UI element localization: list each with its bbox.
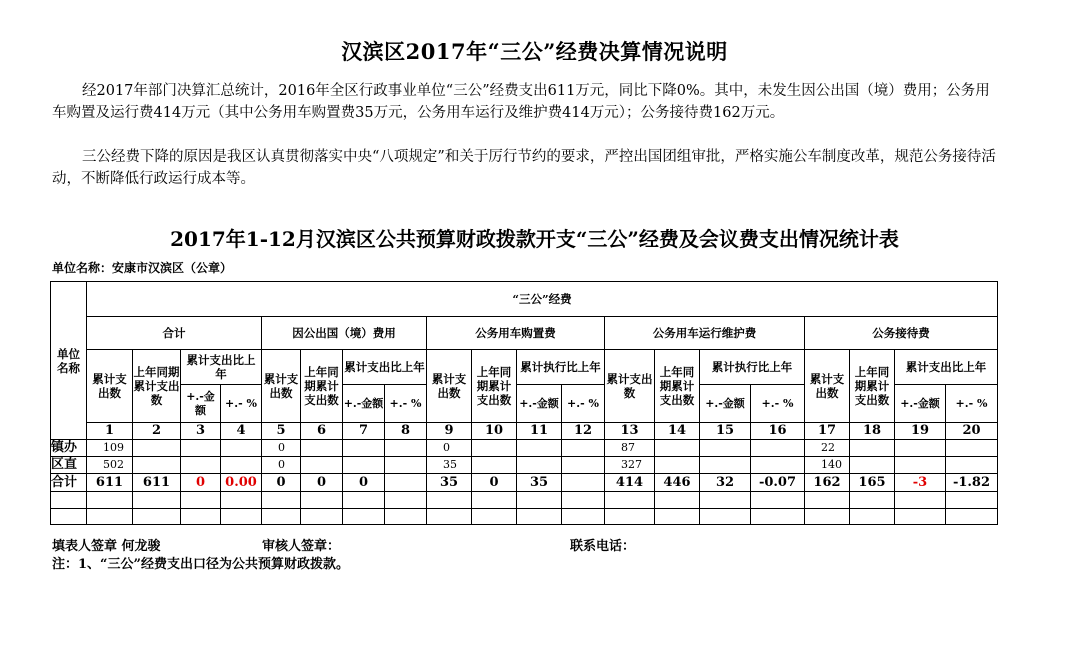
table-cell xyxy=(343,492,385,509)
group-reception: 公务接待费 xyxy=(805,317,998,350)
table-cell xyxy=(655,509,700,525)
table-cell xyxy=(133,457,181,474)
table-cell: 502 xyxy=(87,457,133,474)
table-row xyxy=(51,509,998,525)
table-cell xyxy=(427,509,472,525)
column-number: 18 xyxy=(850,423,895,440)
table-cell xyxy=(751,509,805,525)
table-cell xyxy=(133,492,181,509)
reception-cumulative-header: 累计支出数 xyxy=(805,350,850,423)
table-cell: -1.82 xyxy=(946,474,998,492)
table-cell xyxy=(517,492,562,509)
group-car-purchase: 公务用车购置费 xyxy=(427,317,605,350)
table-cell xyxy=(946,492,998,509)
table-cell: 32 xyxy=(700,474,751,492)
table-cell xyxy=(181,492,221,509)
column-number: 15 xyxy=(700,423,751,440)
table-cell xyxy=(221,440,262,457)
column-number: 2 xyxy=(133,423,181,440)
group-car-operation: 公务用车运行维护费 xyxy=(605,317,805,350)
statistics-table xyxy=(50,281,998,525)
column-number: 16 xyxy=(751,423,805,440)
row-label: 合计 xyxy=(51,474,87,492)
table-cell: 0 xyxy=(301,474,343,492)
column-number: 20 xyxy=(946,423,998,440)
table-cell xyxy=(805,492,850,509)
table-cell xyxy=(343,509,385,525)
table-title: 2017年1-12月汉滨区公共预算财政拨款开支“三公”经费及会议费支出情况统计表 xyxy=(170,227,899,251)
table-row xyxy=(51,474,998,492)
contact-phone: 联系电话： xyxy=(570,539,636,554)
table-cell: 446 xyxy=(655,474,700,492)
table-cell xyxy=(133,509,181,525)
group-total: 合计 xyxy=(87,317,262,350)
table-cell: 0 xyxy=(472,474,517,492)
table-cell xyxy=(343,440,385,457)
table-cell xyxy=(301,492,343,509)
table-cell xyxy=(385,509,427,525)
column-number: 8 xyxy=(385,423,427,440)
percent-header: +.- % xyxy=(221,385,262,423)
table-cell: 165 xyxy=(850,474,895,492)
explanation-paragraph-2: 三公经费下降的原因是我区认真贯彻落实中央“八项规定”和关于厉行节约的要求，严控出国团组审批，严格实施公车制度改革，规范公务接待活动，不断降低行政运行成本等。 xyxy=(52,149,996,187)
table-cell: 35 xyxy=(427,457,472,474)
purchase-compare-header: 累计执行比上年 xyxy=(517,350,605,385)
amount-header: +.-金额 xyxy=(895,385,946,423)
table-cell xyxy=(517,440,562,457)
table-cell xyxy=(181,457,221,474)
table-cell xyxy=(605,509,655,525)
table-cell xyxy=(895,509,946,525)
total-cumulative-header: 累计支出数 xyxy=(87,350,133,423)
row-label xyxy=(51,492,87,509)
table-cell xyxy=(895,457,946,474)
table-cell xyxy=(562,474,605,492)
table-cell xyxy=(472,509,517,525)
table-row xyxy=(51,457,998,474)
percent-header: +.- % xyxy=(751,385,805,423)
table-cell xyxy=(133,440,181,457)
table-cell: 87 xyxy=(605,440,655,457)
column-number: 13 xyxy=(605,423,655,440)
column-number: 17 xyxy=(805,423,850,440)
total-lastyear-header: 上年同期累计支出数 xyxy=(133,350,181,423)
table-cell xyxy=(605,492,655,509)
table-cell xyxy=(562,492,605,509)
table-cell: 0 xyxy=(181,474,221,492)
table-row xyxy=(51,440,998,457)
table-cell: 162 xyxy=(805,474,850,492)
column-number: 14 xyxy=(655,423,700,440)
percent-header: +.- % xyxy=(562,385,605,423)
table-cell xyxy=(517,509,562,525)
table-cell xyxy=(751,457,805,474)
abroad-lastyear-header: 上年同期累计支出数 xyxy=(301,350,343,423)
reception-lastyear-header: 上年同期累计支出数 xyxy=(850,350,895,423)
column-number: 9 xyxy=(427,423,472,440)
table-cell: 35 xyxy=(517,474,562,492)
table-cell: 0 xyxy=(262,457,301,474)
percent-header: +.- % xyxy=(946,385,998,423)
table-cell xyxy=(562,509,605,525)
purchase-lastyear-header: 上年同期累计支出数 xyxy=(472,350,517,423)
table-cell: -0.07 xyxy=(751,474,805,492)
table-cell xyxy=(221,492,262,509)
table-cell: 0.00 xyxy=(221,474,262,492)
table-cell xyxy=(517,457,562,474)
table-cell xyxy=(946,457,998,474)
table-cell: 414 xyxy=(605,474,655,492)
table-cell xyxy=(87,509,133,525)
table-cell xyxy=(655,440,700,457)
column-number: 12 xyxy=(562,423,605,440)
group-abroad: 因公出国（境）费用 xyxy=(262,317,427,350)
table-cell xyxy=(850,509,895,525)
table-cell xyxy=(850,440,895,457)
column-number-row xyxy=(51,423,998,440)
table-cell xyxy=(700,457,751,474)
table-cell: 140 xyxy=(805,457,850,474)
row-label: 镇办 xyxy=(51,440,87,457)
page-title: 汉滨区2017年“三公”经费决算情况说明 xyxy=(341,39,728,64)
operation-compare-header: 累计执行比上年 xyxy=(700,350,805,385)
table-cell xyxy=(850,492,895,509)
table-cell xyxy=(343,457,385,474)
table-cell xyxy=(700,440,751,457)
table-cell xyxy=(221,457,262,474)
table-cell xyxy=(700,509,751,525)
unit-column-header: 单位名称 xyxy=(51,282,87,440)
total-compare-header: 累计支出比上年 xyxy=(181,350,262,385)
table-cell: 611 xyxy=(133,474,181,492)
table-cell xyxy=(385,440,427,457)
table-cell xyxy=(655,492,700,509)
column-number: 4 xyxy=(221,423,262,440)
sangong-header: “三公”经费 xyxy=(87,282,998,317)
table-cell: -3 xyxy=(895,474,946,492)
table-cell xyxy=(87,492,133,509)
abroad-compare-header: 累计支出比上年 xyxy=(343,350,427,385)
table-cell xyxy=(472,492,517,509)
column-number: 19 xyxy=(895,423,946,440)
table-cell: 109 xyxy=(87,440,133,457)
explanation-paragraph-1: 经2017年部门决算汇总统计，2016年全区行政事业单位“三公”经费支出611万元，同比下降0%。其中，未发生因公出国（境）费用；公务用车购置及运行费414万元（其中公务用车购置费35万元，公务用车运行及维护费414万元）；公务接待费162万元。 xyxy=(52,83,990,121)
reviewer-signature: 审核人签章： xyxy=(262,539,341,554)
table-cell xyxy=(751,492,805,509)
reception-compare-header: 累计支出比上年 xyxy=(895,350,998,385)
table-cell xyxy=(262,509,301,525)
operation-lastyear-header: 上年同期累计支出数 xyxy=(655,350,700,423)
percent-header: +.- % xyxy=(385,385,427,423)
table-cell xyxy=(385,474,427,492)
amount-header: +.-金额 xyxy=(517,385,562,423)
row-label xyxy=(51,509,87,525)
table-cell xyxy=(850,457,895,474)
table-cell: 0 xyxy=(262,440,301,457)
table-note: 注：1、“三公”经费支出口径为公共预算财政拨款。 xyxy=(52,557,350,572)
column-number: 1 xyxy=(87,423,133,440)
table-cell xyxy=(385,492,427,509)
column-number: 5 xyxy=(262,423,301,440)
table-cell xyxy=(946,440,998,457)
table-cell xyxy=(301,457,343,474)
column-number: 3 xyxy=(181,423,221,440)
table-cell: 327 xyxy=(605,457,655,474)
table-cell xyxy=(221,509,262,525)
column-number: 6 xyxy=(301,423,343,440)
table-cell xyxy=(262,492,301,509)
table-cell xyxy=(655,457,700,474)
table-cell xyxy=(805,509,850,525)
table-cell xyxy=(751,440,805,457)
table-cell xyxy=(181,509,221,525)
table-cell xyxy=(301,440,343,457)
operation-cumulative-header: 累计支出数 xyxy=(605,350,655,423)
table-cell xyxy=(427,492,472,509)
row-label: 区直 xyxy=(51,457,87,474)
table-cell xyxy=(946,509,998,525)
table-cell: 0 xyxy=(343,474,385,492)
amount-header: +.-金额 xyxy=(700,385,751,423)
table-cell: 35 xyxy=(427,474,472,492)
unit-name: 单位名称：安康市汉滨区（公章） xyxy=(52,261,233,275)
purchase-cumulative-header: 累计支出数 xyxy=(427,350,472,423)
column-number: 10 xyxy=(472,423,517,440)
table-cell xyxy=(385,457,427,474)
table-cell xyxy=(472,457,517,474)
column-number: 11 xyxy=(517,423,562,440)
table-cell xyxy=(562,440,605,457)
amount-header: +.-金额 xyxy=(181,385,221,423)
table-cell: 22 xyxy=(805,440,850,457)
table-row xyxy=(51,492,998,509)
table-cell: 0 xyxy=(427,440,472,457)
table-cell xyxy=(895,440,946,457)
table-cell xyxy=(472,440,517,457)
amount-header: +.-金额 xyxy=(343,385,385,423)
table-cell xyxy=(700,492,751,509)
table-cell xyxy=(181,440,221,457)
table-cell xyxy=(895,492,946,509)
filler-signature: 填表人签章 何龙骏 xyxy=(52,539,161,554)
column-number: 7 xyxy=(343,423,385,440)
abroad-cumulative-header: 累计支出数 xyxy=(262,350,301,423)
table-cell xyxy=(562,457,605,474)
table-cell: 611 xyxy=(87,474,133,492)
table-cell xyxy=(301,509,343,525)
table-cell: 0 xyxy=(262,474,301,492)
